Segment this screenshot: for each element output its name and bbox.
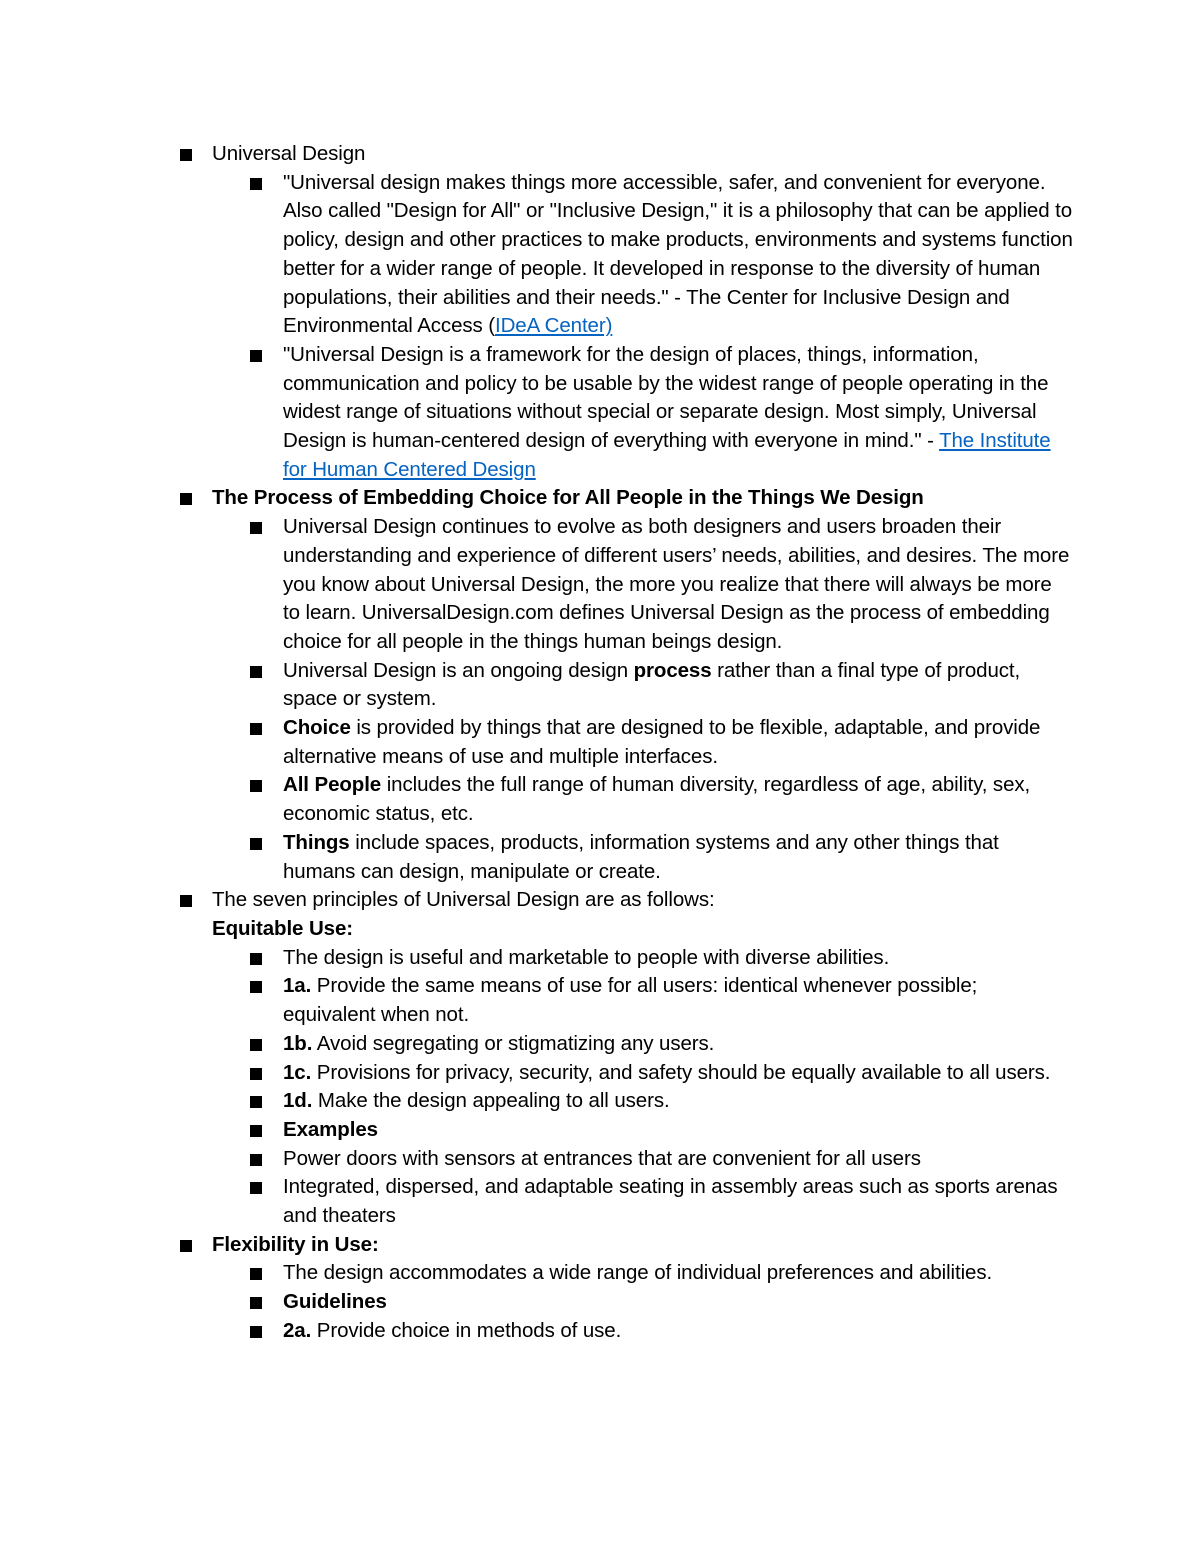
section-heading: Flexibility in Use:: [212, 1232, 379, 1256]
list-item: [0, 1059, 1073, 1088]
item-text: Integrated, dispersed, and adaptable seating in assembly areas such as sports arenas and theaters: [283, 1175, 1058, 1228]
list-item: [0, 1173, 1073, 1230]
square-bullet-icon: [250, 953, 262, 965]
bold-term: Things: [283, 830, 350, 854]
list-item-quote-idea: [0, 169, 1073, 341]
square-bullet-icon: [180, 493, 192, 505]
item-text: The design accommodates a wide range of individual preferences and abilities.: [283, 1261, 993, 1285]
bold-term: 1c.: [283, 1060, 312, 1084]
list-item-universal-design: [0, 140, 1082, 169]
paragraph-text: is provided by things that are designed to be flexible, adaptable, and provide alternative means of use and multiple interfaces.: [283, 716, 1041, 768]
item-text: Make the design appealing to all users.: [312, 1089, 670, 1113]
list-item: [0, 657, 1073, 714]
square-bullet-icon: [250, 1068, 262, 1080]
bold-term: Examples: [283, 1117, 378, 1141]
section-heading: Universal Design: [212, 142, 366, 165]
ihcd-link[interactable]: The Institute for Human Centered Design: [283, 429, 1051, 481]
list-item: [0, 1259, 1073, 1288]
square-bullet-icon: [250, 1268, 262, 1280]
item-text: Provisions for privacy, security, and safety should be equally available to all users.: [311, 1060, 1051, 1084]
list-item: [0, 513, 1073, 657]
bold-term: All People: [283, 773, 382, 797]
square-bullet-icon: [250, 1096, 262, 1108]
bold-term: process: [633, 658, 712, 682]
item-text: Avoid segregating or stigmatizing any users.: [312, 1031, 715, 1055]
section-heading: The seven principles of Universal Design are as follows:: [212, 888, 715, 912]
list-item: [0, 714, 1073, 771]
bold-term: 1d.: [283, 1089, 313, 1113]
subheading-text: Equitable Use:: [212, 916, 353, 940]
square-bullet-icon: [250, 1154, 262, 1166]
list-item: [0, 1288, 1073, 1317]
bold-term: Guidelines: [283, 1290, 387, 1314]
list-item: [0, 972, 1073, 1029]
square-bullet-icon: [250, 838, 262, 850]
square-bullet-icon: [250, 178, 262, 190]
square-bullet-icon: [250, 1039, 262, 1051]
list-item-flexibility: [0, 1231, 1082, 1260]
bold-term: Choice: [283, 716, 351, 740]
square-bullet-icon: [250, 1297, 262, 1309]
list-item-seven-principles: [0, 886, 1082, 915]
square-bullet-icon: [250, 666, 262, 678]
document-body: [0, 140, 1200, 1346]
paragraph-text: Universal Design continues to evolve as both designers and users broaden their understanding and experience of different users’ needs, abilities, and desires. The more you know about Universal Design, the more you realize that there will always be more to learn. UniversalDesign.com defines Universal Design as the process of embedding choice for all people in the things human beings design.: [283, 515, 1070, 653]
square-bullet-icon: [180, 895, 192, 907]
paragraph-text: include spaces, products, information systems and any other things that humans can design, manipulate or create.: [283, 830, 999, 883]
square-bullet-icon: [250, 350, 262, 362]
list-item: [0, 944, 1073, 973]
square-bullet-icon: [250, 780, 262, 792]
list-item-process: [0, 484, 1082, 513]
list-item: [0, 829, 1073, 886]
quote-text: "Universal design makes things more accessible, safer, and convenient for everyone. Also called "Design for All" or "Inclusive Design," it is a philosophy that can be applied to policy, design and other practices to make products, environments and systems function better for a wider range of people. It developed in response to the diversity of human populations, their abilities and their needs." - The Center for Inclusive Design and Environmental Access (: [283, 170, 1073, 338]
section-heading: The Process of Embedding Choice for All People in the Things We Design: [212, 486, 924, 510]
item-text: Power doors with sensors at entrances that are convenient for all users: [283, 1146, 921, 1170]
square-bullet-icon: [180, 1240, 192, 1252]
square-bullet-icon: [250, 1125, 262, 1137]
list-item: [0, 1087, 1073, 1116]
square-bullet-icon: [250, 1326, 262, 1338]
list-item: [0, 1317, 1073, 1346]
square-bullet-icon: [250, 723, 262, 735]
square-bullet-icon: [250, 1182, 262, 1194]
paragraph-text: rather than a final type of product, space or system.: [283, 658, 1021, 711]
square-bullet-icon: [250, 522, 262, 534]
paragraph-text: includes the full range of human diversity, regardless of age, ability, sex, economic status, etc.: [283, 773, 1031, 826]
square-bullet-icon: [250, 981, 262, 993]
item-text: Provide the same means of use for all users: identical whenever possible; equivalent when not.: [283, 974, 978, 1027]
quote-text: "Universal Design is a framework for the design of places, things, information, communication and policy to be usable by the widest range of people operating in the widest range of situations without special or separate design. Most simply, Universal Design is human-centered design of everything with everyone in mind." -: [283, 342, 1049, 453]
list-item-quote-ihcd: [0, 341, 1073, 485]
list-item: [0, 1116, 1073, 1145]
list-item: [0, 1030, 1073, 1059]
idea-center-link[interactable]: IDeA Center): [495, 314, 613, 338]
subheading-equitable-use: [0, 915, 1200, 944]
bold-term: 1a.: [283, 974, 312, 998]
list-item: [0, 771, 1073, 828]
square-bullet-icon: [180, 149, 192, 161]
item-text: The design is useful and marketable to people with diverse abilities.: [283, 945, 890, 969]
paragraph-text: Universal Design is an ongoing design: [283, 658, 634, 682]
item-text: Provide choice in methods of use.: [311, 1318, 622, 1342]
list-item: [0, 1145, 1073, 1174]
bold-term: 2a.: [283, 1318, 312, 1342]
bold-term: 1b.: [283, 1031, 313, 1055]
